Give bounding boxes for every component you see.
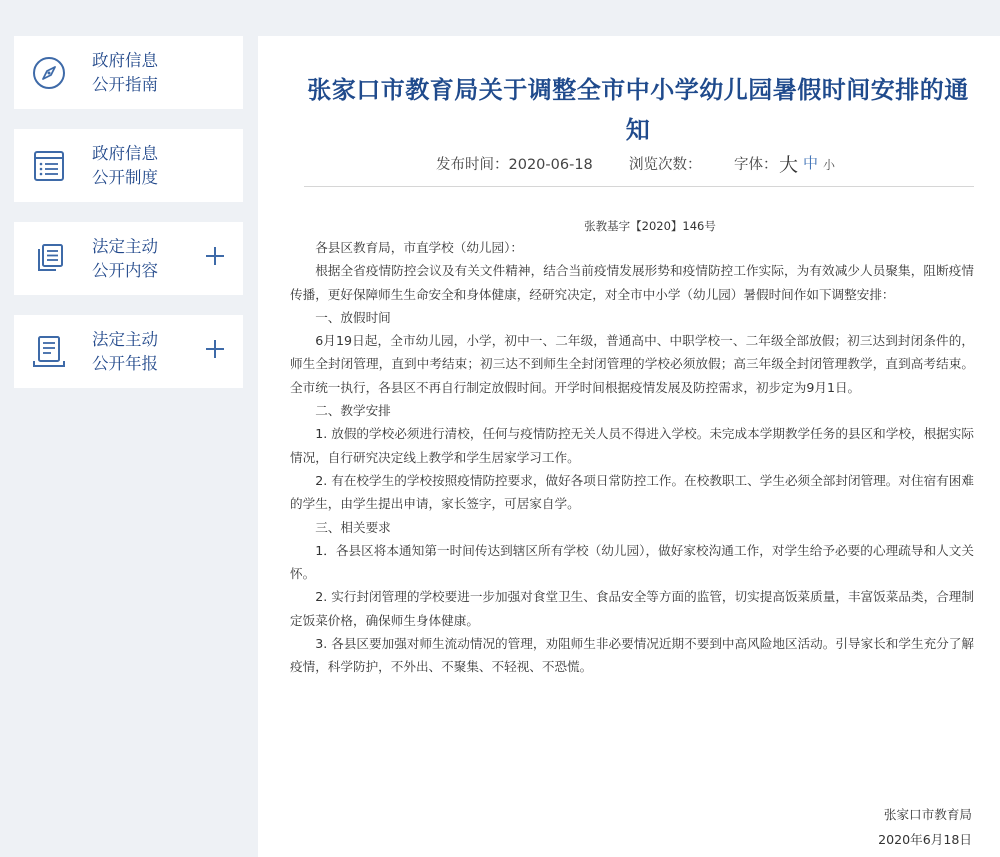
- article-body: [290, 236, 974, 679]
- publish-value: 2020-06-18: [508, 157, 593, 173]
- font-size-large-button[interactable]: 大: [779, 154, 799, 176]
- page-title: 张家口市教育局关于调整全市中小学幼儿园暑假时间安排的通知: [307, 76, 969, 144]
- article-paragraph: 二、教学安排: [315, 403, 391, 419]
- font-size-label: 字体：: [734, 157, 778, 173]
- article-paragraph: 3. 各县区要加强对师生流动情况的管理，劝阻师生非必要情况近期不要到中高风险地区活动。引导家长和学生充分了解疫情，科学防护，不外出、不聚集、不轻视、不恐慌。: [290, 636, 974, 675]
- expand-plus-icon[interactable]: [203, 337, 227, 361]
- sidebar-item-label: 政府信息 公开指南: [92, 51, 158, 94]
- compass-icon: [30, 54, 68, 92]
- title-divider: [304, 186, 974, 187]
- signature-date: 2020年6月18日: [878, 832, 972, 847]
- article-paragraph: 1. 放假的学校必须进行清校，任何与疫情防控无关人员不得进入学校。未完成本学期教学任务的县区和学校，根据实际情况，自行研究决定线上教学和学生居家学习工作。: [290, 426, 974, 465]
- expand-plus-icon[interactable]: [203, 244, 227, 268]
- article-meta: [258, 150, 1000, 176]
- document-number: 张教基字【2020】146号: [584, 219, 716, 233]
- article-paragraph: 各县区教育局，市直学校（幼儿园）：: [315, 240, 523, 255]
- signature-org: 张家口市教育局: [883, 807, 972, 822]
- publish-date: [436, 153, 593, 174]
- sidebar-item-label: 政府信息 公开制度: [92, 144, 158, 187]
- article-paragraph: 6月19日起，全市幼儿园，小学，初中一、二年级，普通高中、中职学校一、二年级全部放假；初三达到封闭条件的，师生全封闭管理，直到中考结束；初三达不到师生全封闭管理的学校必须放假；高三年级全封闭管理教学，直到高考结束。全市统一执行，各县区不再自行制定放假时间。开学时间根据疫情发展及防控需求，初步定为9月1日。: [290, 333, 974, 395]
- view-count-label: 浏览次数：: [629, 157, 702, 173]
- sidebar-item-statutory-content[interactable]: [14, 222, 243, 295]
- stacked-documents-icon: [30, 240, 68, 278]
- sidebar-item-label: 法定主动 公开内容: [92, 237, 158, 280]
- sidebar-item-disclosure-system[interactable]: [14, 129, 243, 202]
- article-paragraph: 一、放假时间: [315, 309, 391, 325]
- article-panel: [258, 36, 1000, 857]
- publish-label: 发布时间：: [436, 157, 509, 173]
- article-paragraph: 2. 实行封闭管理的学校要进一步加强对食堂卫生、食品安全等方面的监管，切实提高饭菜质量，丰富饭菜品类，合理制定饭菜价格，确保师生身体健康。: [290, 589, 974, 628]
- article-paragraph: 1．各县区将本通知第一时间传达到辖区所有学校（幼儿园），做好家校沟通工作，对学生给予必要的心理疏导和人文关怀。: [290, 542, 974, 582]
- report-icon: [30, 333, 68, 371]
- sidebar-item-label: 法定主动 公开年报: [92, 330, 158, 373]
- signature-block: [878, 802, 972, 852]
- font-size-medium-button[interactable]: 中: [803, 154, 819, 172]
- list-document-icon: [30, 147, 68, 185]
- article-paragraph: 根据全省疫情防控会议及有关文件精神，结合当前疫情发展形势和疫情防控工作实际，为有效减少人员聚集，阻断疫情传播，更好保障师生生命安全和身体健康，经研究决定，对全市中小学（幼儿园）暑假时间作如下调整安排：: [290, 263, 974, 302]
- article-paragraph: 三、相关要求: [315, 519, 391, 535]
- sidebar-item-disclosure-guide[interactable]: [14, 36, 243, 109]
- sidebar-item-annual-report[interactable]: [14, 315, 243, 388]
- font-size-small-button[interactable]: 小: [823, 158, 836, 172]
- article-paragraph: 2. 有在校学生的学校按照疫情防控要求，做好各项日常防控工作。在校教职工、学生必须全部封闭管理。对住宿有困难的学生，由学生提出申请，家长签字，可居家自学。: [290, 472, 974, 512]
